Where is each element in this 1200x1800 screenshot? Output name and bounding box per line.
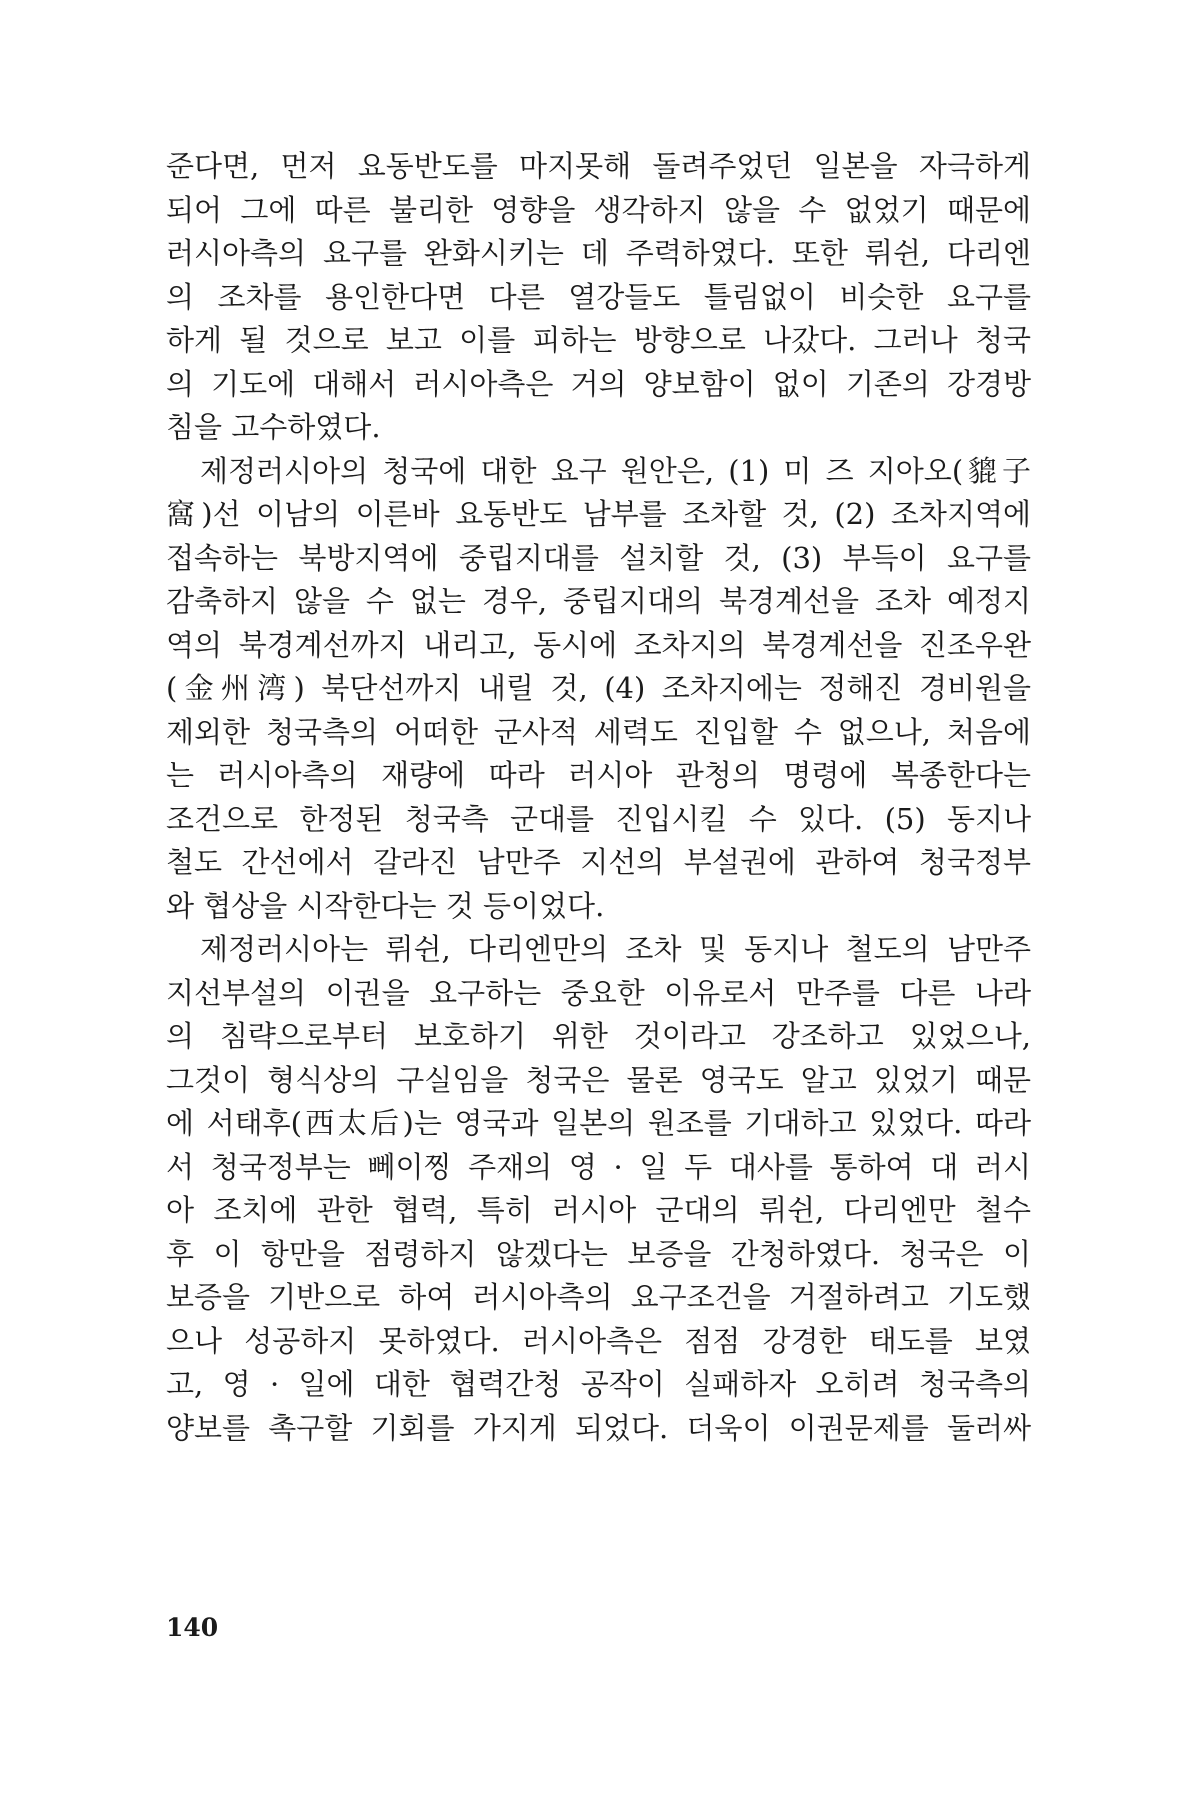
text-line: 되어 그에 따른 불리한 영향을 생각하지 않을 수 없었기 때문에 <box>166 192 1031 227</box>
text-line: 의 침략으로부터 보호하기 위한 것이라고 강조하고 있었으나, <box>166 1019 1031 1053</box>
body-text <box>166 145 1031 1450</box>
text-line: 후 이 항만을 점령하지 않겠다는 보증을 간청하였다. 청국은 이 <box>166 1236 1031 1271</box>
text-line: 조건으로 한정된 청국측 군대를 진입시킬 수 있다. (5) 동지나 <box>166 801 1031 836</box>
text-line: 서 청국정부는 뻬이찡 주재의 영 · 일 두 대사를 통하여 대 러시 <box>166 1149 1031 1184</box>
text-line: 는 러시아측의 재량에 따라 러시아 관청의 명령에 복종한다는 <box>166 758 1031 792</box>
text-line: 철도 간선에서 갈라진 남만주 지선의 부설권에 관하여 청국정부 <box>166 845 1031 879</box>
text-line: 아 조치에 관한 협력, 특히 러시아 군대의 뤼쉰, 다리엔만 철수 <box>166 1193 1031 1227</box>
text-line: 준다면, 먼저 요동반도를 마지못해 돌려주었던 일본을 자극하게 <box>166 149 1031 183</box>
text-line: 하게 될 것으로 보고 이를 피하는 방향으로 나갔다. 그러나 청국 <box>166 323 1031 357</box>
text-line: (金州湾) 북단선까지 내릴 것, (4) 조차지에는 정해진 경비원을 <box>166 671 1031 705</box>
text-line: 역의 북경계선까지 내리고, 동시에 조차지의 북경계선을 진조우완 <box>166 627 1031 662</box>
text-line: 으나 성공하지 못하였다. 러시아측은 점점 강경한 태도를 보였 <box>166 1323 1031 1358</box>
text-line: 그것이 형식상의 구실임을 청국은 물론 영국도 알고 있었기 때문 <box>166 1062 1031 1097</box>
page-number: 140 <box>166 1613 219 1642</box>
text-line: 窩)선 이남의 이른바 요동반도 남부를 조차할 것, (2) 조차지역에 <box>166 497 1031 531</box>
text-line: 감축하지 않을 수 없는 경우, 중립지대의 북경계선을 조차 예정지 <box>166 584 1031 618</box>
text-line: 양보를 촉구할 기회를 가지게 되었다. 더욱이 이권문제를 둘러싸 <box>166 1410 1031 1445</box>
text-line: 침을 고수하였다. <box>166 410 381 444</box>
text-line: 에 서태후(西太后)는 영국과 일본의 원조를 기대하고 있었다. 따라 <box>166 1106 1031 1140</box>
text-line: 의 기도에 대해서 러시아측은 거의 양보함이 없이 기존의 강경방 <box>166 366 1031 401</box>
text-line: 와 협상을 시작한다는 것 등이었다. <box>166 888 605 923</box>
paragraph-start-line: 제정러시아의 청국에 대한 요구 원안은, (1) 미 즈 지아오(貔子 <box>200 453 1031 488</box>
paragraph-start-line: 제정러시아는 뤼쉰, 다리엔만의 조차 및 동지나 철도의 남만주 <box>200 932 1031 966</box>
text-line: 제외한 청국측의 어떠한 군사적 세력도 진입할 수 없으나, 처음에 <box>166 714 1031 749</box>
text-line: 접속하는 북방지역에 중립지대를 설치할 것, (3) 부득이 요구를 <box>166 540 1031 575</box>
text-line: 보증을 기반으로 하여 러시아측의 요구조건을 거절하려고 기도했 <box>166 1280 1031 1314</box>
text-line: 지선부설의 이권을 요구하는 중요한 이유로서 만주를 다른 나라 <box>166 975 1031 1010</box>
text-line: 러시아측의 요구를 완화시키는 데 주력하였다. 또한 뤼쉰, 다리엔 <box>166 236 1031 270</box>
text-line: 고, 영 · 일에 대한 협력간청 공작이 실패하자 오히려 청국측의 <box>166 1367 1031 1401</box>
text-line: 의 조차를 용인한다면 다른 열강들도 틀림없이 비슷한 요구를 <box>166 279 1031 314</box>
